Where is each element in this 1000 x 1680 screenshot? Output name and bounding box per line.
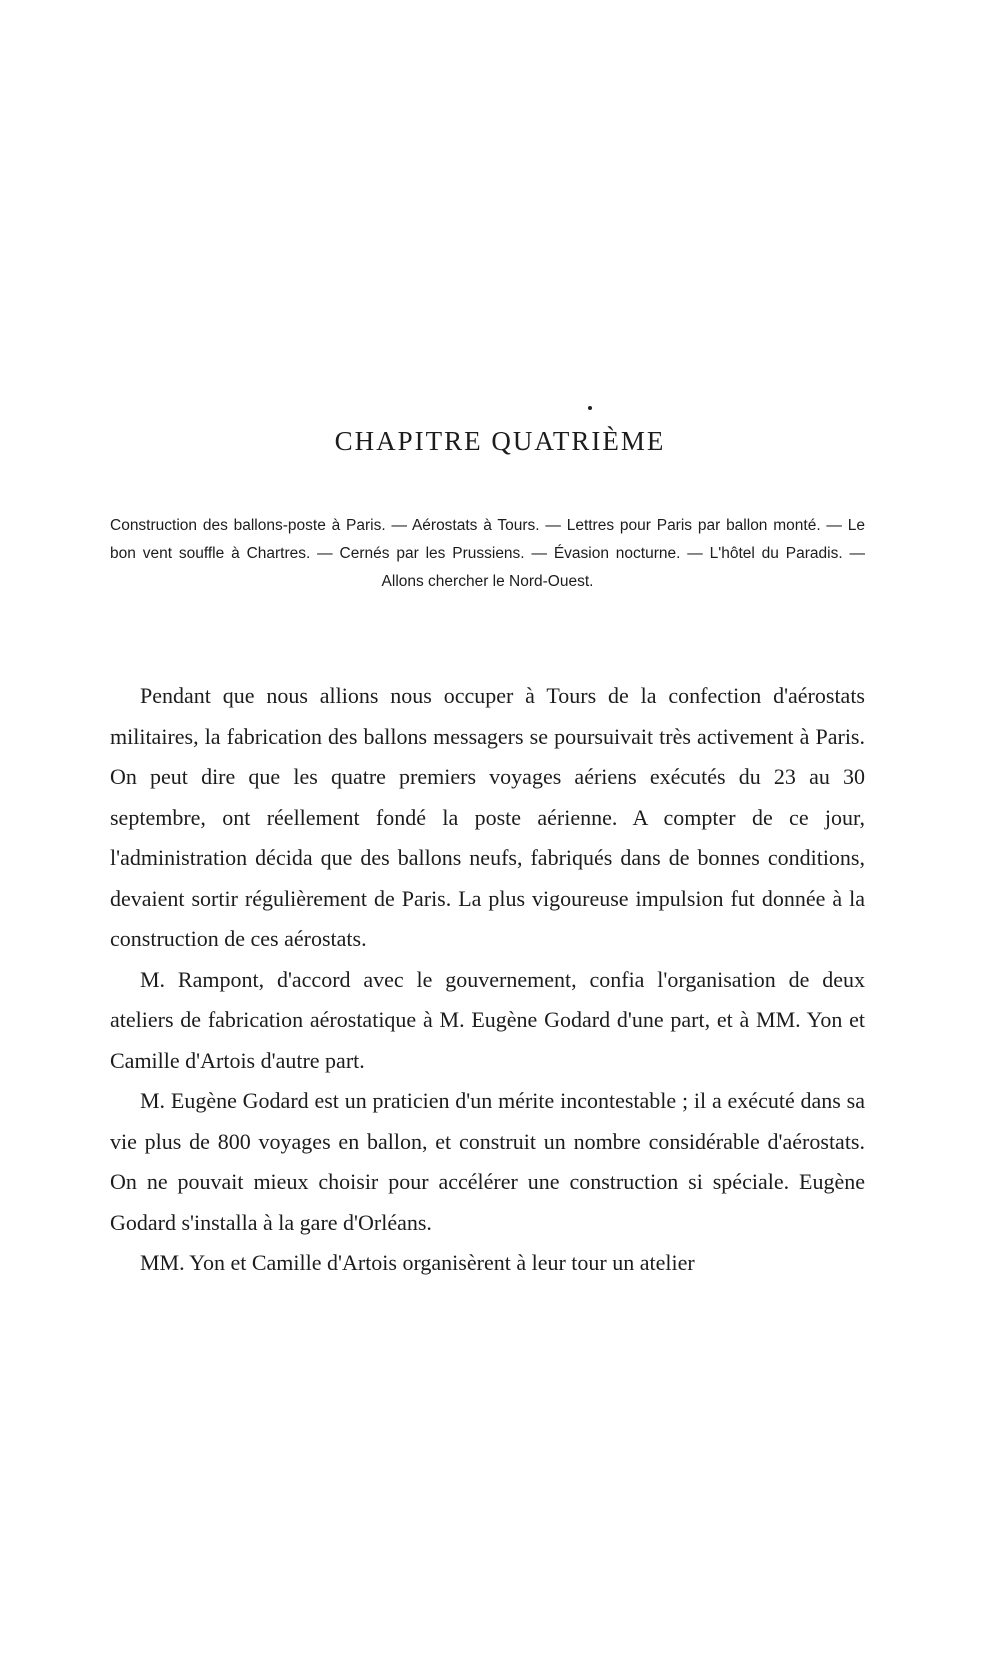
paragraph-1: Pendant que nous allions nous occuper à Tours de la confection d'aérostats militaires, la fabrication des ballons messagers se poursuivait très activement à Paris. On peut dire que les quatre premiers voyages aériens exécutés du 23 au 30 septembre, ont réellement fondé la poste aérienne. A compter de ce jour, l'administration décida que des ballons neufs, fabriqués dans de bonnes conditions, devaient sortir régulièrement de Paris. La plus vigoureuse impulsion fut donnée à la construction de ces aérostats. — [110, 683, 865, 951]
body-text — [110, 676, 865, 1284]
chapter-summary: Construction des ballons-poste à Paris. — Aérostats à Tours. — Lettres pour Paris par ballon monté. — Le bon vent souffle à Chartres. — Cernés par les Prussiens. — Évasion nocturne. — L'hôtel du Paradis. — Allons chercher le Nord-Ouest. — [110, 517, 865, 590]
chapter-title: CHAPITRE QUATRIÈME — [334, 426, 666, 456]
paragraph-2: M. Rampont, d'accord avec le gouvernement, confia l'organisation de deux ateliers de fabrication aérostatique à M. Eugène Godard d'une part, et à MM. Yon et Camille d'Artois d'autre part. — [110, 966, 865, 1073]
printer-mark-dot — [588, 406, 592, 410]
paragraph-4: MM. Yon et Camille d'Artois organisèrent à leur tour un atelier — [140, 1250, 695, 1275]
paragraph-3: M. Eugène Godard est un praticien d'un mérite incontestable ; il a exécuté dans sa vie plus de 800 voyages en ballon, et construit un nombre considérable d'aérostats. On ne pouvait mieux choisir pour accélérer une construction si spéciale. Eugène Godard s'installa à la gare d'Orléans. — [110, 1088, 865, 1235]
